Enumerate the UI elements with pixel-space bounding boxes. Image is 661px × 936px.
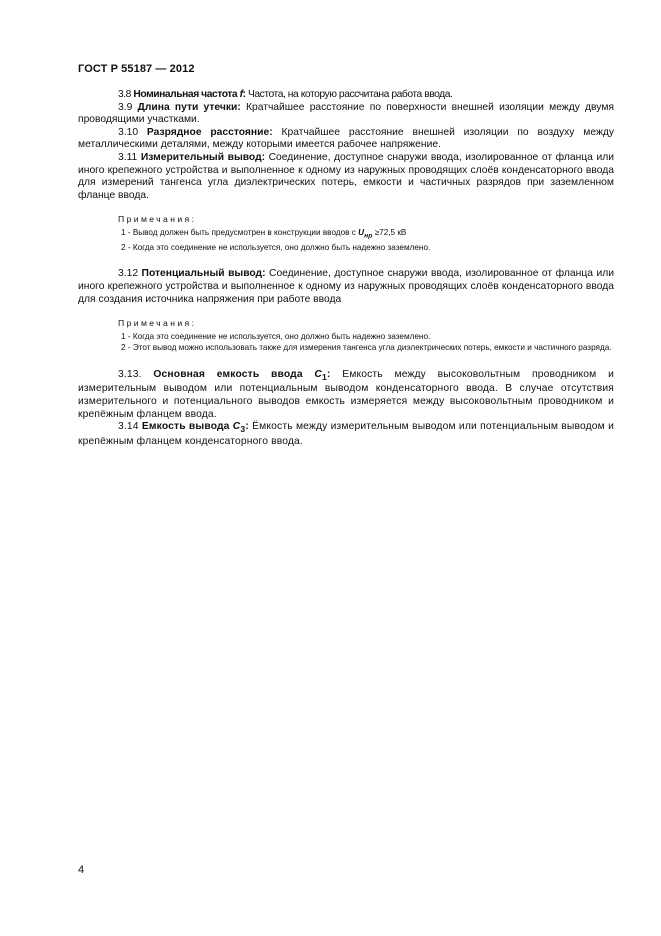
term-definition: Соединение, доступное снаружи ввода, изолированное от фланца или иного крепежного устройства и выполненное к одному из наружных проводящих слоёв конденсаторного ввода для создания источника напряжения при работе ввода xyxy=(78,268,614,305)
term-name: Основная емкость ввода xyxy=(153,368,303,380)
notes-block-1 xyxy=(78,214,614,253)
term-definition: Кратчайшее расстояние по поверхности внешней изоляции между двумя проводящими участками. xyxy=(78,101,614,126)
term-3-12 xyxy=(78,268,614,306)
note-1: 1 - Когда это соединение не используется, оно должно быть надежно заземлено. xyxy=(121,331,431,341)
term-3-10 xyxy=(78,127,614,152)
term-name: Емкость вывода xyxy=(141,421,230,433)
note-1: 1 - Вывод должен быть предусмотрен в конструкции вводов с $U_{нр} \ge 72,5$ кВ xyxy=(121,227,407,240)
term-separator: : xyxy=(269,126,273,138)
term-name: Длина пути утечки xyxy=(137,101,238,113)
note-2: 2 - Этот вывод можно использовать также для измерения тангенса угла диэлектрических потерь, емкости и частичного разряда. xyxy=(121,343,612,353)
term-number: 3.13. xyxy=(118,368,142,380)
term-definition: Кратчайшее расстояние внешней изоляции по воздуху между металлическими деталями, между которыми имеется рабочее напряжение. xyxy=(78,126,614,151)
term-symbol: C xyxy=(232,421,241,433)
note-2: 2 - Когда это соединение не используется, оно должно быть надежно заземлено. xyxy=(121,242,431,252)
document-header: ГОСТ Р 55187 — 2012 xyxy=(78,63,195,75)
term-number: 3.12 xyxy=(118,268,139,280)
term-separator: : xyxy=(237,101,241,113)
term-definition: Соединение, доступное снаружи ввода, изолированное от фланца или иного крепежного устройства и выполненное к одному из наружных проводящих слоёв конденсаторного ввода для измерений тангенса угла диэлектрических потерь, емкости и частичных разрядов при заземленном фланце ввода. xyxy=(78,151,614,201)
term-3-13 xyxy=(78,369,614,421)
term-subscript: 3 xyxy=(240,424,246,435)
notes-title: Примечания: xyxy=(118,318,197,329)
term-number: 3.10 xyxy=(118,126,139,138)
page-number: 4 xyxy=(78,864,85,876)
term-definition: Ёмкость между измерительным выводом или потенциальным выводом и крепёжным фланцем конденсаторного ввода. xyxy=(78,421,615,447)
term-3-8 xyxy=(78,89,614,102)
term-symbol: C xyxy=(314,368,322,380)
term-3-11 xyxy=(78,152,614,202)
note-symbol: U xyxy=(358,227,365,237)
term-separator: : xyxy=(245,421,249,433)
term-symbol: f xyxy=(239,89,243,100)
term-number: 3.14 xyxy=(118,421,139,433)
term-3-9 xyxy=(78,102,614,127)
term-number: 3.8 xyxy=(118,89,131,100)
term-number: 3.11 xyxy=(118,151,138,163)
term-3-14 xyxy=(78,421,614,448)
note-subscript: нр xyxy=(364,232,373,240)
notes-title: Примечания: xyxy=(118,214,197,225)
term-definition: Емкость между высоковольтным проводником и измерительным выводом или потенциальным выводом конденсаторного ввода. В случае отсутствия измерительного и потенциального выводов емкость измеряется между высоковольтным проводником и крепёжным фланцем ввода. xyxy=(78,368,614,420)
term-definition: Частота, на которую рассчитана работа ввода. xyxy=(247,89,453,100)
notes-block-2 xyxy=(78,318,614,354)
term-separator: : xyxy=(242,89,246,100)
term-number: 3.9 xyxy=(118,101,133,113)
term-separator: : xyxy=(261,151,266,163)
term-separator: : xyxy=(326,368,331,380)
term-name: Потенциальный вывод xyxy=(141,268,263,280)
term-subscript: 1 xyxy=(322,371,327,382)
document-body xyxy=(78,89,614,448)
term-separator: : xyxy=(262,268,266,280)
term-name: Номинальная частота xyxy=(133,89,238,100)
term-name: Измерительный вывод xyxy=(140,151,262,163)
term-name: Разрядное расстояние xyxy=(146,126,270,138)
